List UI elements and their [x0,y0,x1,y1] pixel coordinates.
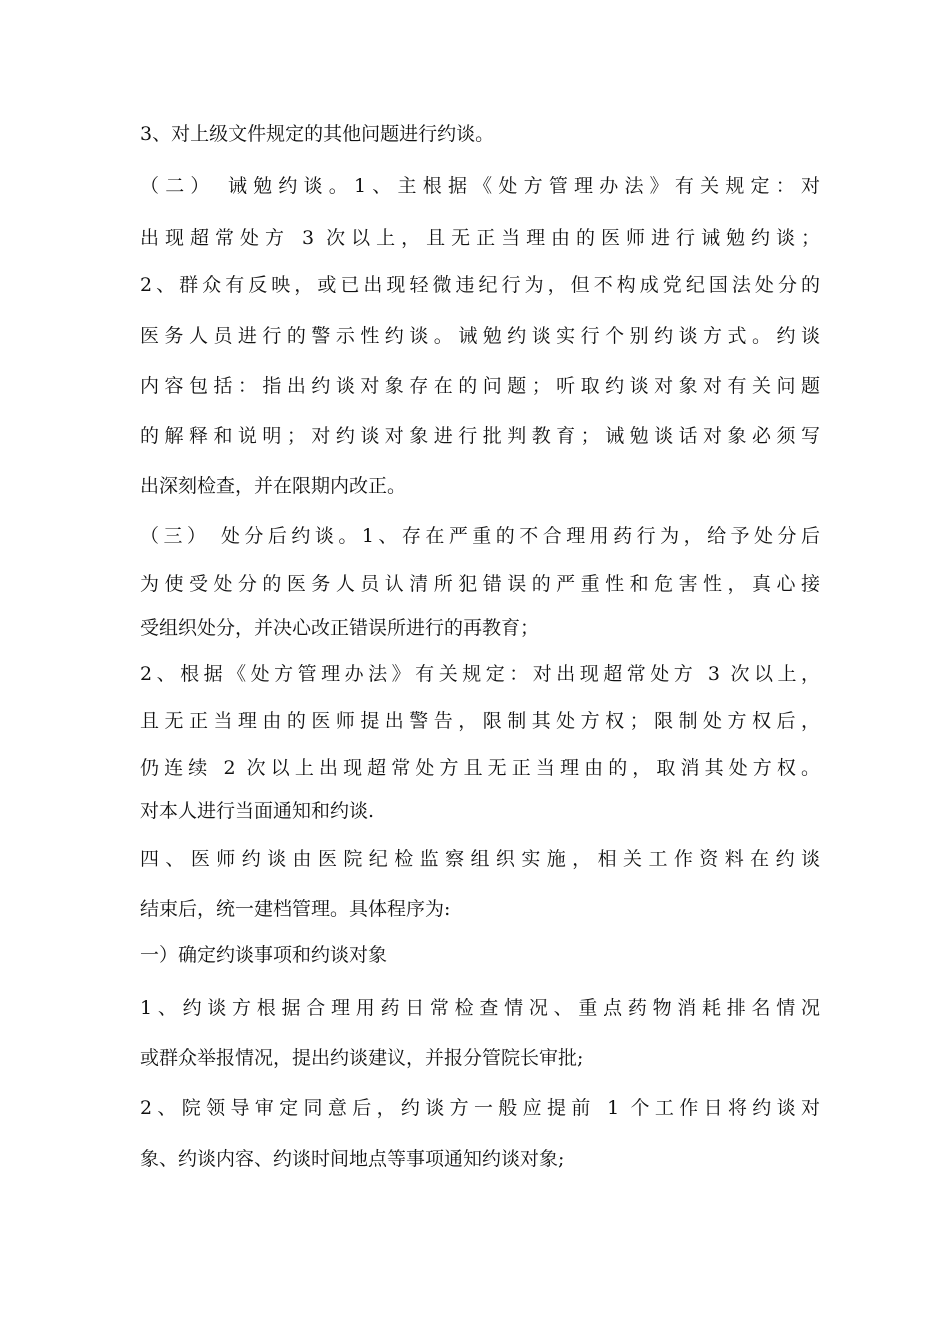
text-line: 2、群众有反映，或已出现轻微违纪行为，但不构成党纪国法处分的 [140,274,820,296]
text-line: 1、约谈方根据合理用药日常检查情况、重点药物消耗排名情况 [140,997,820,1019]
text-line: 出现超常处方 3 次以上，且无正当理由的医师进行诫勉约谈； [140,227,820,249]
text-line: 或群众举报情况，提出约谈建议，并报分管院长审批; [140,1047,584,1069]
text-line: 内容包括：指出约谈对象存在的问题；听取约谈对象对有关问题 [140,375,820,397]
text-line: 2、根据《处方管理办法》有关规定：对出现超常处方 3 次以上， [140,663,820,685]
text-line: 出深刻检查，并在限期内改正。 [140,475,407,497]
text-line: 仍连续 2 次以上出现超常处方且无正当理由的，取消其处方权。 [140,757,820,779]
text-line: 对本人进行当面通知和约谈. [140,800,375,822]
text-line: 受组织处分，并决心改正错误所进行的再教育； [140,617,540,639]
text-line: 为使受处分的医务人员认清所犯错误的严重性和危害性，真心接 [140,573,820,595]
text-line: 四、医师约谈由医院纪检监察组织实施，相关工作资料在约谈 [140,848,820,870]
text-line: （二） 诫勉约谈。1、主根据《处方管理办法》有关规定：对 [140,175,820,197]
text-line: 3、对上级文件规定的其他问题进行约谈。 [140,123,495,145]
text-line: 2、院领导审定同意后，约谈方一般应提前 1 个工作日将约谈对 [140,1097,820,1119]
text-line: 象、约谈内容、约谈时间地点等事项通知约谈对象; [140,1148,565,1170]
text-line: 的解释和说明；对约谈对象进行批判教育；诫勉谈话对象必须写 [140,425,820,447]
text-line: 结束后，统一建档管理。具体程序为: [140,898,451,920]
text-line: 医务人员进行的警示性约谈。诫勉约谈实行个别约谈方式。约谈 [140,325,820,347]
text-line: 一）确定约谈事项和约谈对象 [140,944,388,966]
text-line: （三） 处分后约谈。1、存在严重的不合理用药行为，给予处分后 [140,525,820,547]
text-line: 且无正当理由的医师提出警告，限制其处方权；限制处方权后， [140,710,820,732]
